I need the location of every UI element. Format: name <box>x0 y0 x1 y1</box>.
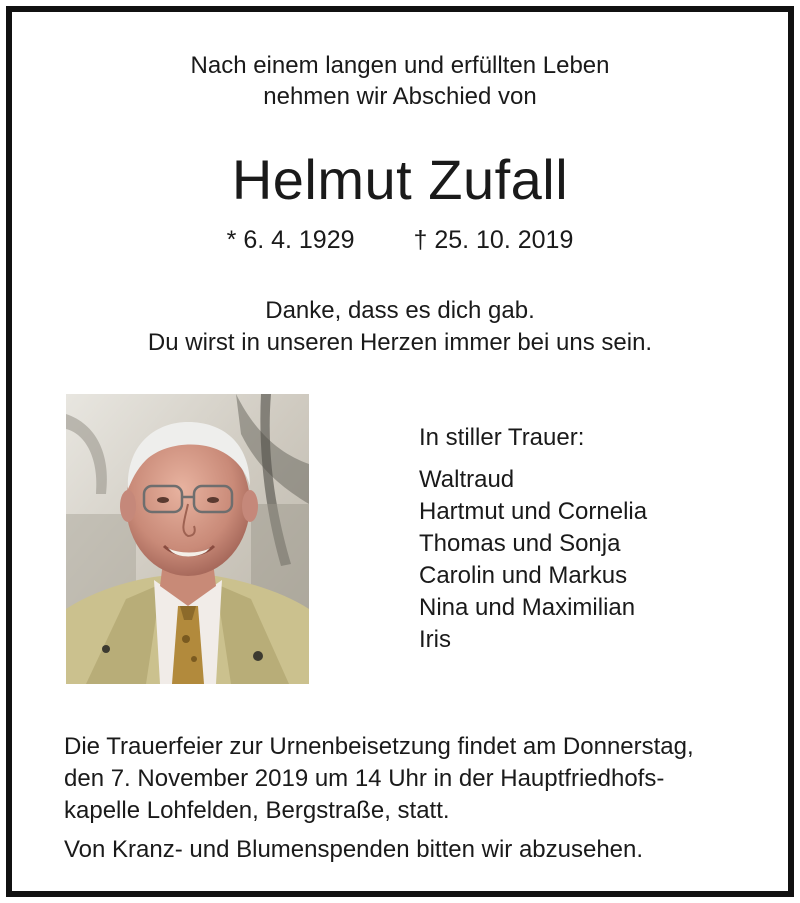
intro-text <box>12 50 788 112</box>
mourner-name: Nina und Maximilian <box>419 594 636 621</box>
quote-line-1: Danke, dass es dich gab. <box>265 297 535 324</box>
ceremony-notice <box>64 731 754 827</box>
portrait-photo-icon <box>66 394 309 684</box>
mourner-name: Hartmut und Cornelia <box>419 498 648 525</box>
intro-line-1: Nach einem langen und erfüllten Leben <box>190 52 610 79</box>
death-date: † 25. 10. 2019 <box>413 226 574 254</box>
notice-line-2: den 7. November 2019 um 14 Uhr in der Hauptfriedhofs- <box>64 765 665 792</box>
notice-line-3: kapelle Lohfelden, Bergstraße, statt. <box>64 797 450 824</box>
memorial-quote <box>12 295 788 359</box>
life-dates <box>12 224 788 256</box>
intro-line-2: nehmen wir Abschied von <box>263 83 537 110</box>
notice-line-1: Die Trauerfeier zur Urnenbeisetzung findet am Donnerstag, <box>64 733 694 760</box>
mourner-name: Thomas und Sonja <box>419 530 621 557</box>
birth-date: * 6. 4. 1929 <box>226 226 355 254</box>
mourners-heading: In stiller Trauer: <box>419 424 585 451</box>
mourner-name: Iris <box>419 626 451 653</box>
mourners-list <box>419 422 647 656</box>
portrait-illustration <box>66 394 309 684</box>
obituary-frame <box>6 6 794 897</box>
mourner-name: Carolin und Markus <box>419 562 628 589</box>
deceased-name: Helmut Zufall <box>231 148 569 211</box>
flowers-notice: Von Kranz- und Blumenspenden bitten wir abzusehen. <box>64 836 644 863</box>
mourner-name: Waltraud <box>419 466 515 493</box>
quote-line-2: Du wirst in unseren Herzen immer bei uns sein. <box>147 329 653 356</box>
